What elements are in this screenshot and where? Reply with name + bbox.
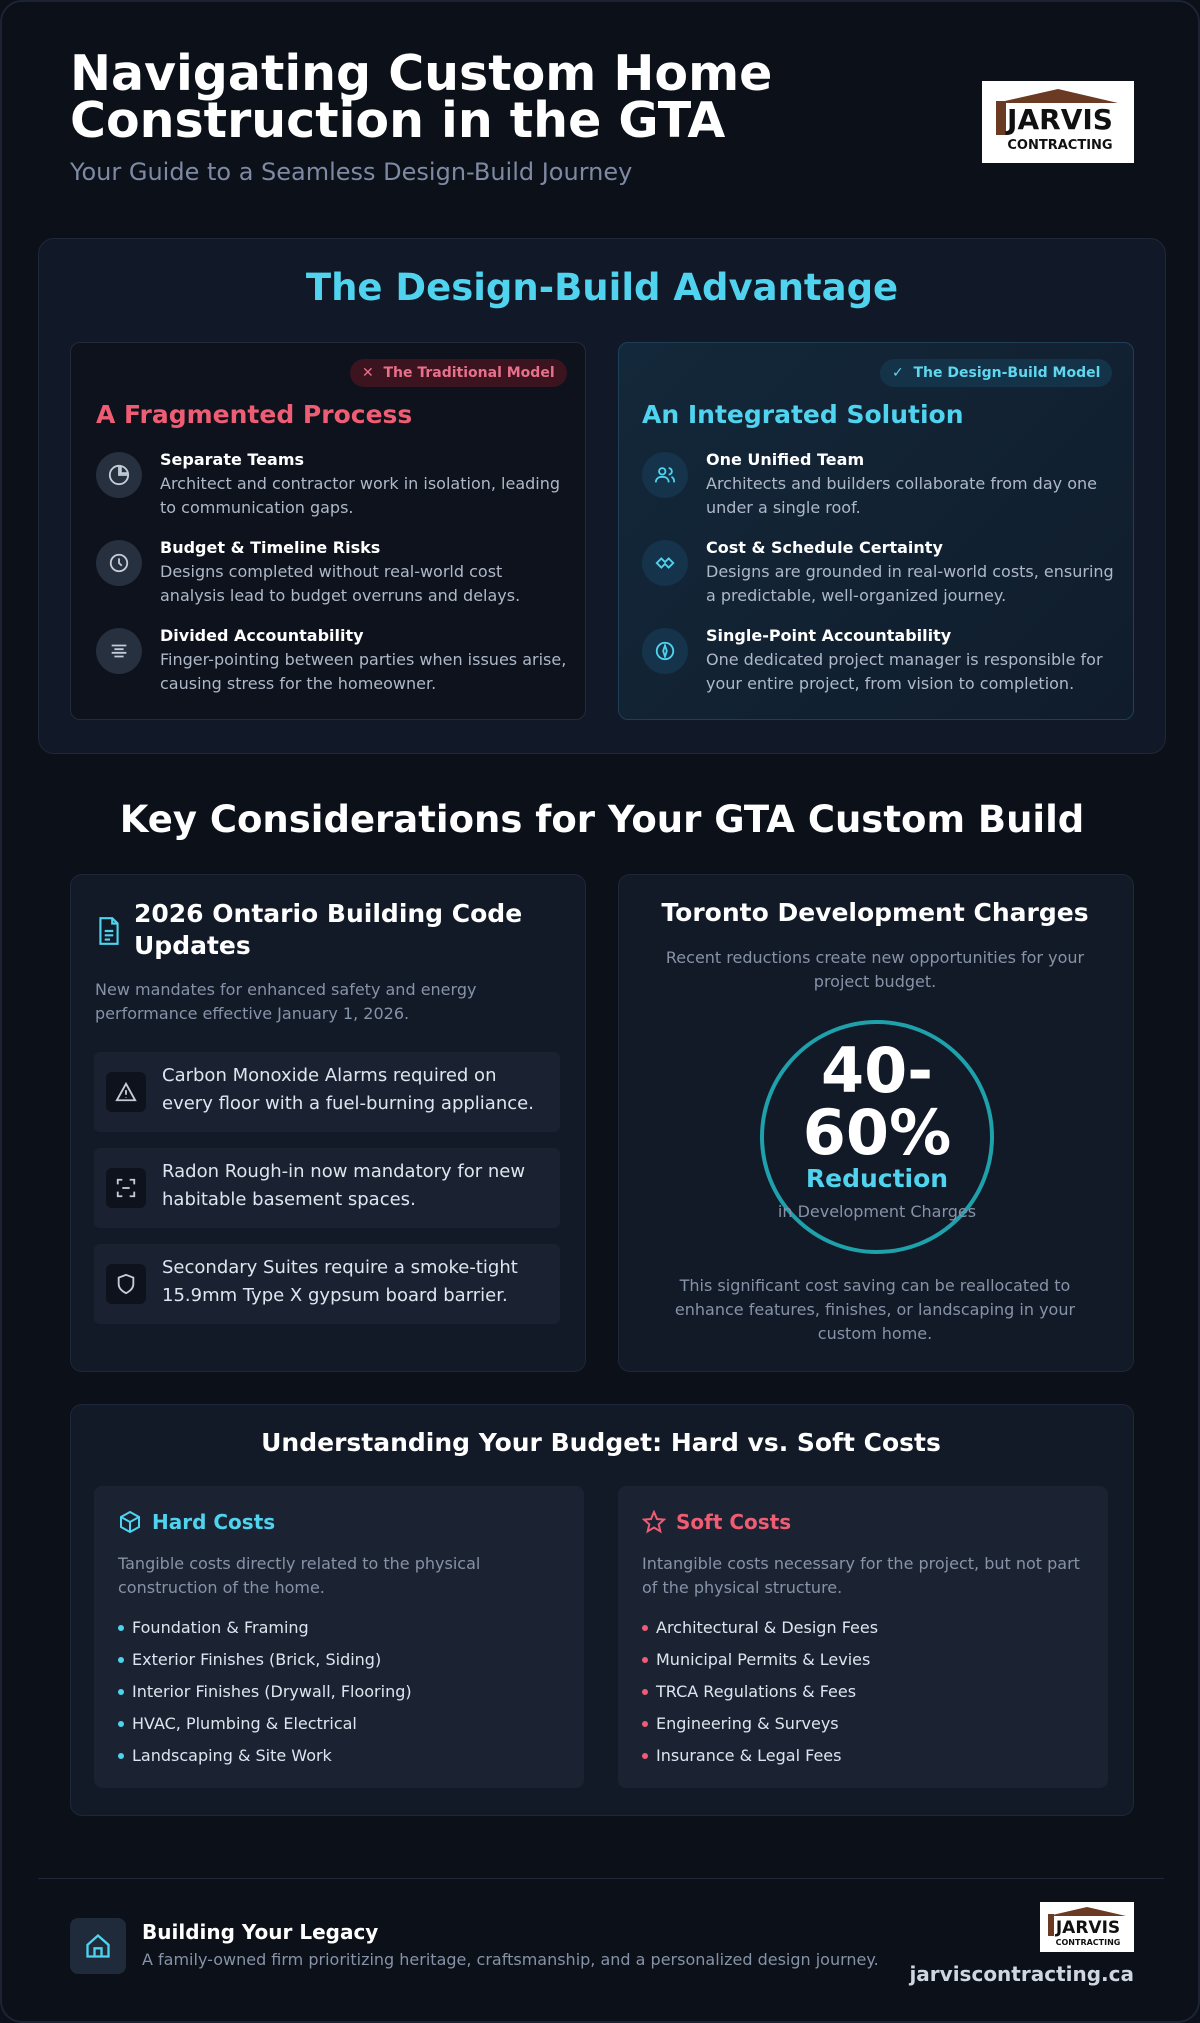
traditional-item-title: Divided Accountability [160, 626, 364, 645]
list-item: Engineering & Surveys [642, 1708, 878, 1740]
integrated-item-title: Cost & Schedule Certainty [706, 538, 943, 557]
development-charges-title: Toronto Development Charges [661, 898, 1089, 927]
list-item: Architectural & Design Fees [642, 1612, 878, 1644]
integrated-item-desc: One dedicated project manager is responsible for your entire project, from vision to completion. [706, 650, 1103, 693]
code-requirement-item: Carbon Monoxide Alarms required on every floor with a fuel-burning appliance. [94, 1052, 560, 1132]
design-build-title: The Design-Build Advantage [305, 266, 899, 309]
hard-costs-card [94, 1486, 584, 1788]
traditional-heading: A Fragmented Process [96, 400, 413, 429]
reduction-label: Reduction [805, 1164, 949, 1193]
traditional-item-desc: Designs completed without real-world cost analysis lead to budget overruns and delays. [160, 562, 521, 605]
website-link[interactable]: jarviscontracting.ca [909, 1962, 1134, 1986]
code-requirement-item: Secondary Suites require a smoke-tight 15.9mm Type X gypsum board barrier. [94, 1244, 560, 1324]
list-item: Interior Finishes (Drywall, Flooring) [118, 1676, 412, 1708]
budget-title: Understanding Your Budget: Hard vs. Soft Costs [261, 1428, 941, 1457]
soft-costs-card [618, 1486, 1108, 1788]
building-code-desc: New mandates for enhanced safety and energy performance effective January 1, 2026. [95, 980, 477, 1023]
list-item: Insurance & Legal Fees [642, 1740, 878, 1772]
scan-icon [106, 1168, 146, 1208]
integrated-item-title: Single-Point Accountability [706, 626, 952, 645]
integrated-item-desc: Architects and builders collaborate from day one under a single roof. [706, 474, 1097, 517]
footer-desc: A family-owned firm prioritizing heritage, craftsmanship, and a personalized design journey. [142, 1950, 879, 1969]
shield-icon [106, 1264, 146, 1304]
hard-costs-list [118, 1612, 412, 1772]
users-icon [642, 452, 688, 498]
footer-title: Building Your Legacy [142, 1920, 379, 1944]
code-requirement-item: Radon Rough-in now mandatory for new habitable basement spaces. [94, 1148, 560, 1228]
traditional-item-title: Budget & Timeline Risks [160, 538, 381, 557]
list-item: Landscaping & Site Work [118, 1740, 412, 1772]
handshake-icon [642, 540, 688, 586]
check-icon: ✓ [892, 365, 904, 381]
list-item: Foundation & Framing [118, 1612, 412, 1644]
star-icon [642, 1510, 666, 1534]
traditional-item-desc: Finger-pointing between parties when issues arise, causing stress for the homeowner. [160, 650, 567, 693]
traditional-badge: ✕ The Traditional Model [350, 359, 567, 387]
svg-text:CONTRACTING: CONTRACTING [1055, 1938, 1121, 1947]
traditional-item-desc: Architect and contractor work in isolation, leading to communication gaps. [160, 474, 561, 517]
soft-costs-title: Soft Costs [676, 1510, 792, 1534]
reduction-percentage: 40- 60% [802, 1034, 952, 1169]
reduction-sublabel: in Development Charges [777, 1202, 977, 1221]
integrated-item-desc: Designs are grounded in real-world costs, ensuring a predictable, well-organized journey. [706, 562, 1114, 605]
list-item: HVAC, Plumbing & Electrical [118, 1708, 412, 1740]
integrated-heading: An Integrated Solution [642, 400, 964, 429]
document-icon [96, 916, 122, 950]
compass-icon [642, 628, 688, 674]
x-icon: ✕ [362, 365, 374, 381]
company-logo [982, 81, 1134, 163]
cube-icon [118, 1510, 142, 1534]
list-item: Municipal Permits & Levies [642, 1644, 878, 1676]
home-icon [70, 1918, 126, 1974]
pie-chart-icon [96, 452, 142, 498]
footer-logo [1040, 1902, 1134, 1952]
hard-costs-title: Hard Costs [152, 1510, 276, 1534]
logo-subword: CONTRACTING [1007, 138, 1113, 153]
svg-text:JARVIS: JARVIS [1055, 1918, 1121, 1938]
building-code-title: 2026 Ontario Building Code Updates [134, 899, 523, 960]
warning-icon [106, 1072, 146, 1112]
development-charges-note: This significant cost saving can be reallocated to enhance features, finishes, or landscaping in your custom home. [674, 1276, 1076, 1343]
integrated-item-title: One Unified Team [706, 450, 865, 469]
considerations-title: Key Considerations for Your GTA Custom Build [119, 798, 1085, 841]
soft-costs-desc: Intangible costs necessary for the project, but not part of the physical structure. [642, 1554, 1080, 1597]
logo-wordmark: JARVIS [1007, 103, 1113, 136]
soft-costs-list [642, 1612, 878, 1772]
list-item: Exterior Finishes (Brick, Siding) [118, 1644, 412, 1676]
page-subtitle: Your Guide to a Seamless Design-Build Journey [70, 158, 633, 186]
footer-divider [38, 1878, 1164, 1879]
clock-icon [96, 540, 142, 586]
design-build-badge: ✓ The Design-Build Model [880, 359, 1112, 387]
page-title: Navigating Custom Home Construction in the GTA [70, 45, 773, 149]
development-charges-desc: Recent reductions create new opportunities for your project budget. [665, 948, 1085, 991]
traditional-item-title: Separate Teams [160, 450, 305, 469]
hard-costs-desc: Tangible costs directly related to the physical construction of the home. [118, 1554, 481, 1597]
align-center-icon [96, 628, 142, 674]
list-item: TRCA Regulations & Fees [642, 1676, 878, 1708]
